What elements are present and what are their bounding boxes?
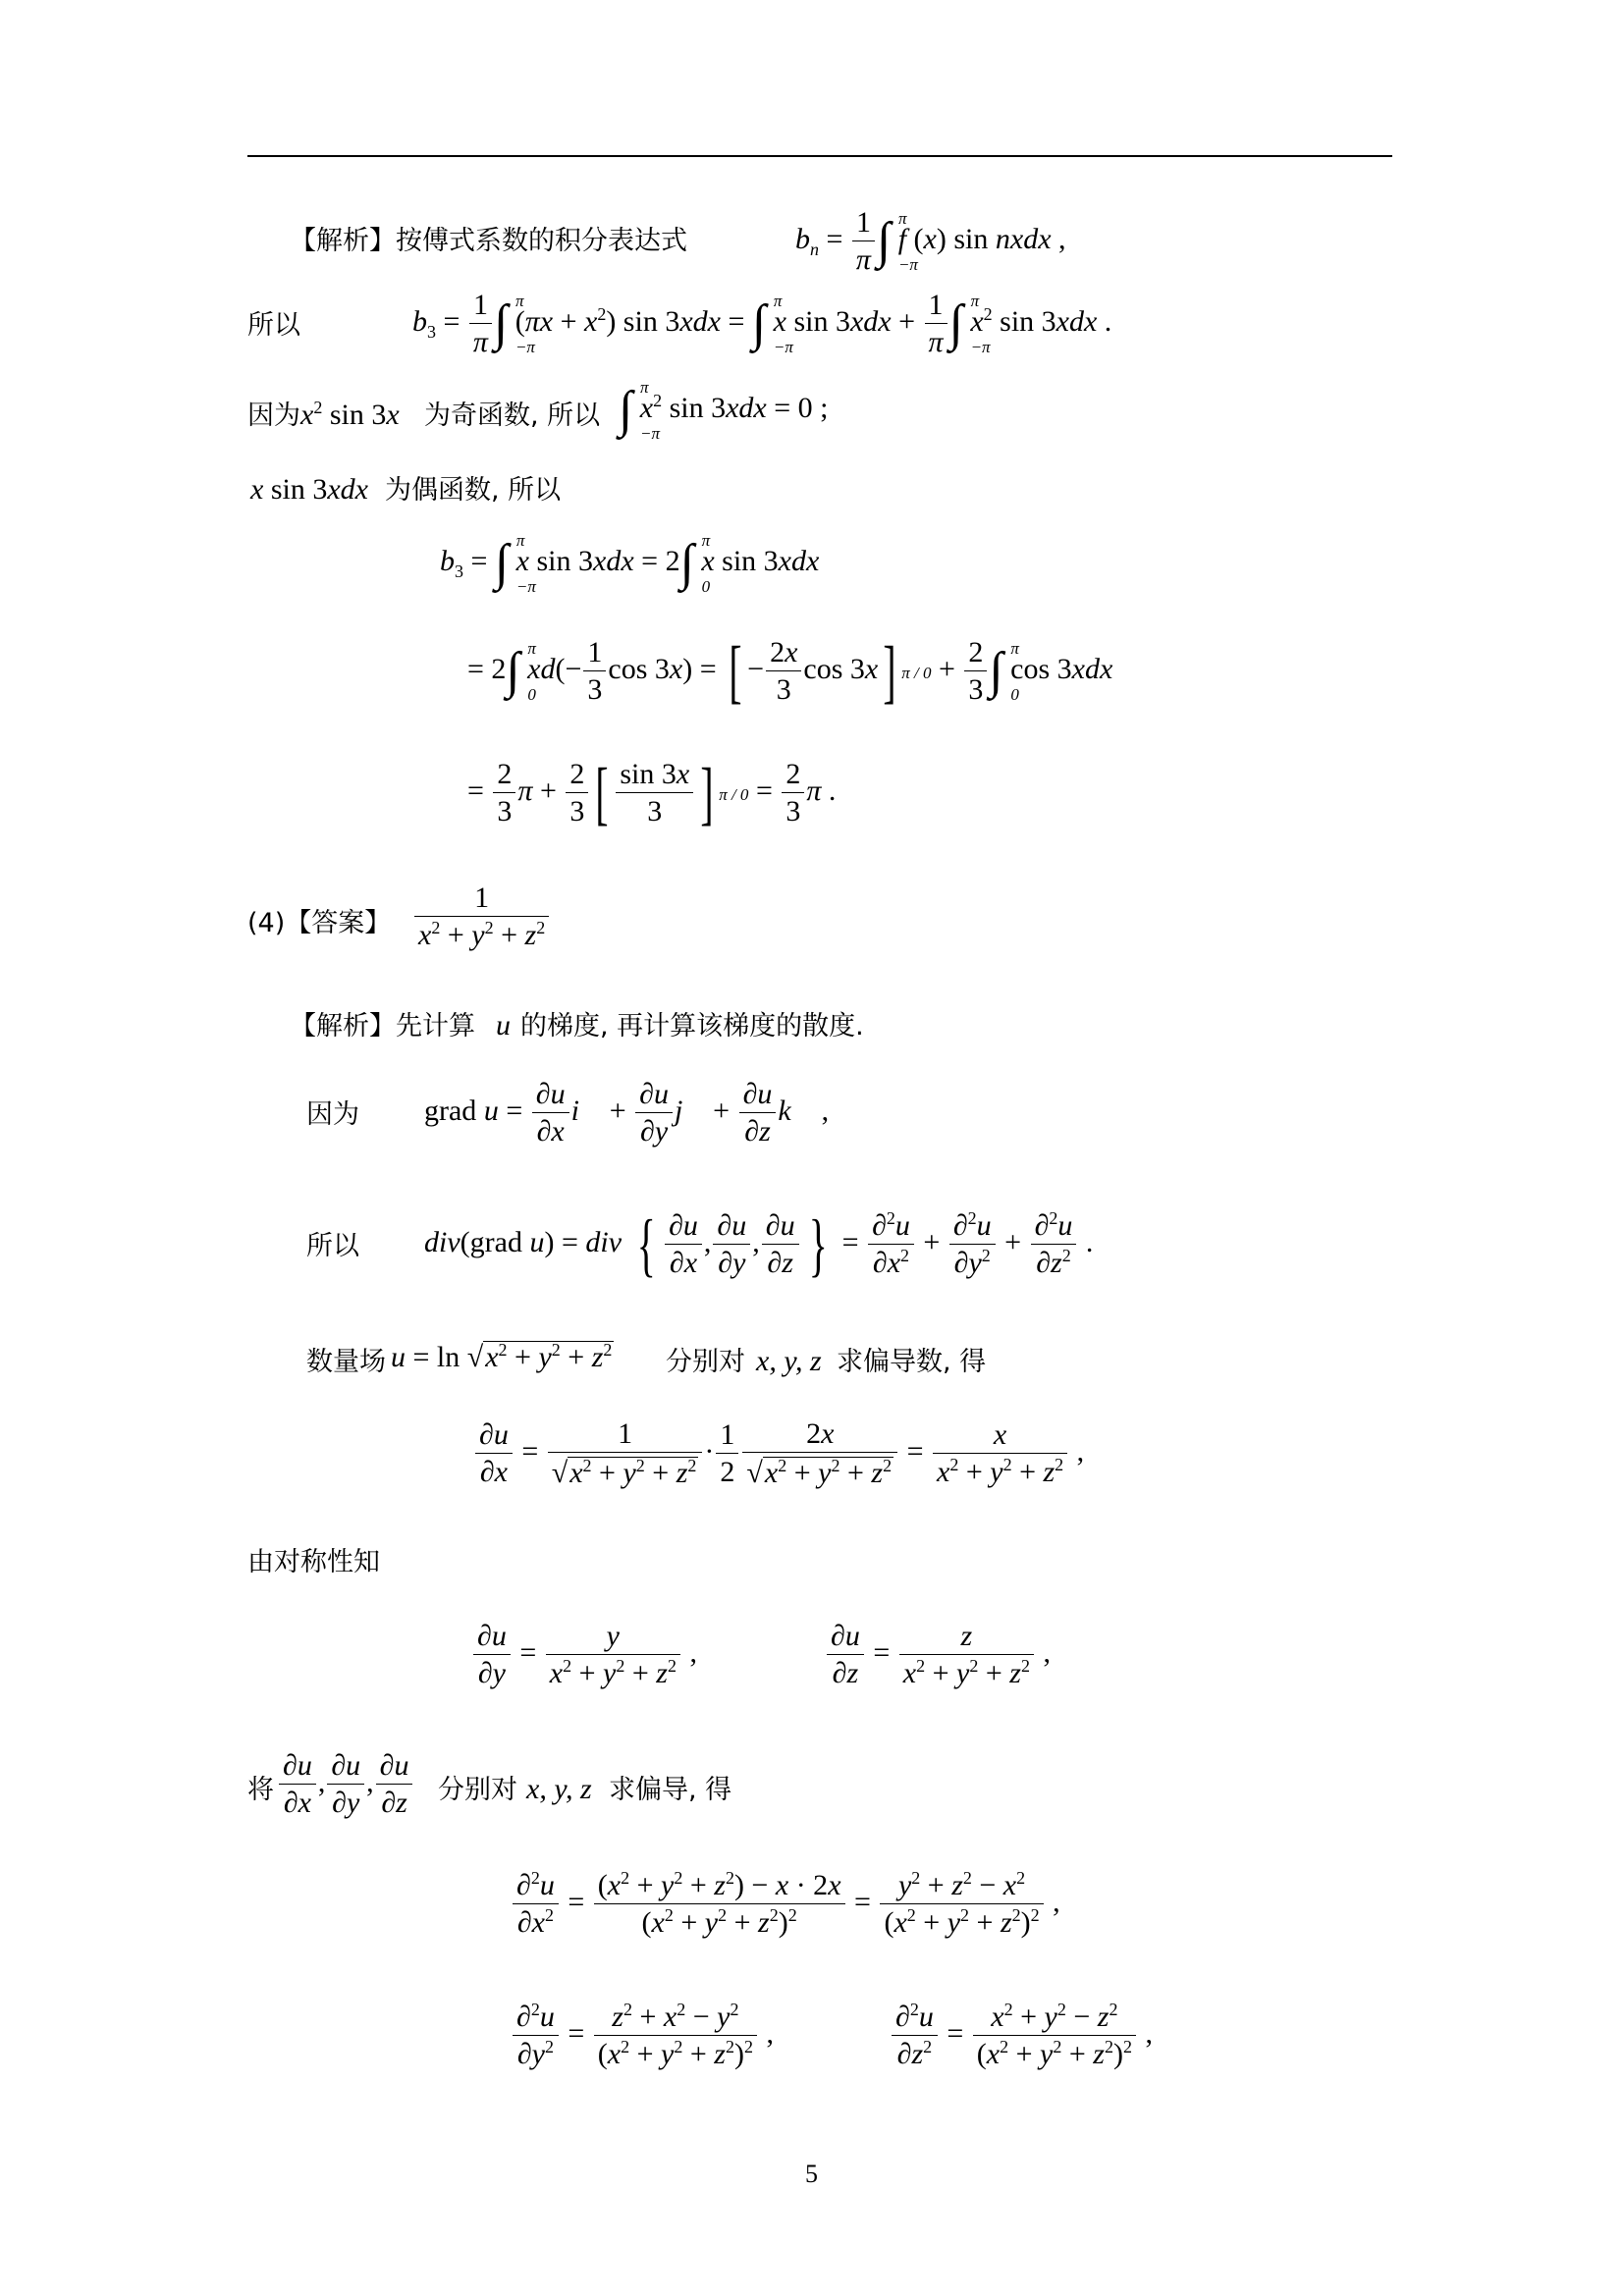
formula-answer: $\frac{1}{x^2 + y^2 + z^2}$ <box>412 883 551 950</box>
vars-xyz-1: x, y, z <box>756 1345 822 1377</box>
formula-grad: grad u = $\frac{\partial u}{\partial x}$ i⃗ + $\frac{\partial u}{\partial y}$ j⃗ + $\frac{\partial u}{\partial z}$ k⃗ , <box>424 1078 830 1148</box>
analysis-line-1: 【解析】按傅式系数的积分表达式 <box>290 226 687 256</box>
var-u: u <box>496 1009 511 1041</box>
formula-b3-step2: = 2∫ π 0 xd(− $\frac{1}{3}$ cos 3x) = [ − $\frac{2x}{3}$ cos 3x] π / 0 + $\frac{2}{3}$ ∫ π 0 cos 3xdx <box>467 632 1113 711</box>
formula-b3-step1: $b_3$ = ∫ π −π x sin 3xdx = 2∫ π 0 x sin 3xdx <box>440 531 820 596</box>
formula-b3-step3: = $\frac{2}{3}$ π + $\frac{2}{3}$ [ $\frac{\sin 3x}{3}$ ] π / 0 = $\frac{2}{3}$ π . <box>467 754 837 832</box>
formula-odd-integral: ∫ π −π $x^2$ sin 3xdx = 0 ; <box>619 378 829 443</box>
scalar-field-text: 数量场 <box>306 1347 386 1377</box>
formula-b3-def: $b_3$ = $\frac{1}{\pi}$ ∫ π −π $(\pi x + x^2)$ sin 3xdx = ∫ π −π x sin 3xdx + $\frac{1}{\pi}$ ∫ π −π $x^2$ sin 3xdx . <box>412 289 1112 358</box>
formula-partials-list: $\frac{\partial u}{\partial x}$ , $\frac{\partial u}{\partial y}$ , $\frac{\partial u}{\partial z}$ <box>277 1751 414 1818</box>
even-text: 为偶函数, 所以 <box>385 475 562 506</box>
formula-du-dy: $\frac{\partial u}{\partial y}$ = $\frac{y}{x^2 + y^2 + z^2}$ , <box>471 1622 697 1688</box>
formula-even-term: x sin 3xdx <box>250 473 368 506</box>
answer-label: (4)【答案】 <box>247 908 392 938</box>
because-label-2: 因为 <box>306 1099 359 1130</box>
formula-du-dx: $\frac{\partial u}{\partial x}$ = $\frac{1}{√x^2 + y^2 + z^2}$ · $\frac{1}{2}$ $\frac{2x}{√x^2 + y^2 + z^2}$ = $\frac{x}{x^2 + y^2 + z^2}$ , <box>473 1419 1084 1488</box>
take-text: 将 <box>247 1775 274 1805</box>
analysis-line-2: 【解析】先计算 <box>290 1011 475 1041</box>
formula-div: div(grad u) = div { $\frac{\partial u}{\partial x}$ , $\frac{\partial u}{\partial y}$ , $\frac{\partial u}{\partial z}$ } = $\frac{\partial^2u}{\partial x^2}$ + $\frac{\partial^2u}{\partial y^2}$ + $\frac{\partial^2u}{\partial z^2}$ . <box>424 1205 1094 1284</box>
so-label-2: 所以 <box>306 1231 359 1261</box>
partial-text-2: 求偏导, 得 <box>609 1775 732 1805</box>
formula-du-dz: $\frac{\partial u}{\partial z}$ = $\frac{z}{x^2 + y^2 + z^2}$ , <box>825 1622 1051 1688</box>
formula-d2u-dz2: $\frac{\partial^2u}{\partial z^2}$ = $\frac{x^2 + y^2 - z^2}{(x^2 + y^2 + z^2)^2}$ , <box>890 2002 1153 2069</box>
page-number: 5 <box>805 2160 818 2188</box>
respectively-text-2: 分别对 <box>438 1775 517 1805</box>
vars-xyz-2: x, y, z <box>526 1773 592 1805</box>
analysis-line-2b: 的梯度, 再计算该梯度的散度. <box>520 1011 864 1041</box>
header-rule <box>247 155 1392 157</box>
odd-text: 为奇函数, 所以 <box>424 400 601 431</box>
symmetry-text: 由对称性知 <box>247 1547 380 1577</box>
formula-u-def: $u = \ln √x^2 + y^2 + z^2$ <box>391 1340 613 1373</box>
because-label-1: 因为 <box>247 400 300 431</box>
formula-odd-term: $x^2$ sin 3x <box>300 398 400 431</box>
formula-d2u-dx2: $\frac{\partial^2u}{\partial x^2}$ = $\frac{(x^2 + y^2 + z^2) - x \cdot 2x}{(x^2 + y^2 + z^2)^2}$ = $\frac{y^2 + z^2 - x^2}{(x^2 + y^2 + z^2)^2}$ , <box>511 1871 1060 1938</box>
so-label-1: 所以 <box>247 310 300 341</box>
formula-bn: $b_n$ = $\frac{1}{\pi}$ ∫ π −π f (x) sin nxdx , <box>795 206 1066 276</box>
partial-derivative-text: 求偏导数, 得 <box>837 1347 987 1377</box>
respectively-text-1: 分别对 <box>666 1347 745 1377</box>
formula-d2u-dy2: $\frac{\partial^2u}{\partial y^2}$ = $\frac{z^2 + x^2 - y^2}{(x^2 + y^2 + z^2)^2}$ , <box>511 2002 774 2069</box>
